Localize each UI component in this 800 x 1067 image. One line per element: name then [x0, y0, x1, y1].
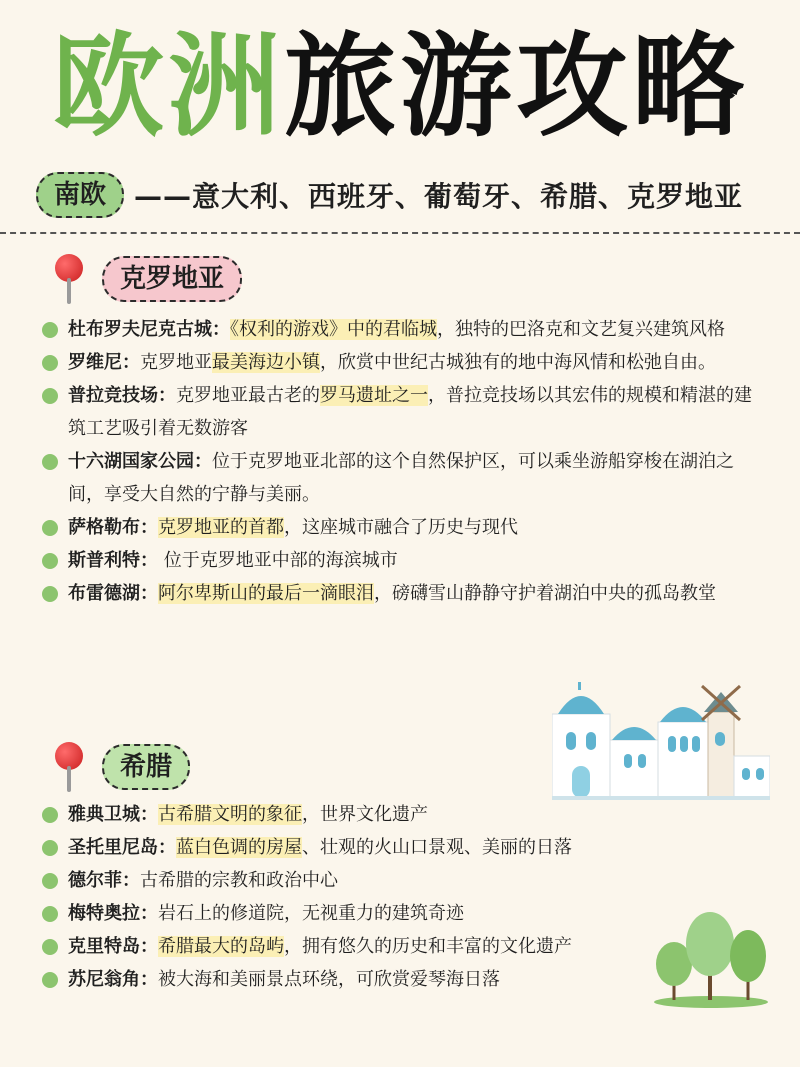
- list-item: [42, 544, 762, 577]
- item-highlight: 古希腊文明的象征: [158, 804, 302, 825]
- list-item: [42, 831, 762, 864]
- item-highlight: 蓝白色调的房屋: [176, 837, 302, 858]
- item-name: 苏尼翁角：: [68, 969, 158, 990]
- item-highlight: 阿尔卑斯山的最后一滴眼泪: [158, 583, 374, 604]
- section-heading-greece: [52, 742, 190, 792]
- item-name: 梅特奥拉：: [68, 903, 158, 924]
- bullet-icon: [42, 972, 58, 988]
- item-highlight: 罗马遗址之一: [320, 385, 428, 406]
- item-name: 十六湖国家公园：: [68, 451, 212, 472]
- bullet-icon: [42, 906, 58, 922]
- map-pin-icon: [52, 742, 86, 792]
- item-text: 岩石上的修道院，无视重力的建筑奇迹: [158, 903, 464, 924]
- list-item: [42, 346, 762, 379]
- trees-illustration: [652, 912, 770, 1008]
- item-name: 普拉竞技场：: [68, 385, 176, 406]
- item-highlight: 克罗地亚的首都: [158, 517, 284, 538]
- page-title: [0, 22, 800, 152]
- list-item: [42, 445, 762, 511]
- item-text-tail: ，拥有悠久的历史和丰富的文化遗产: [284, 936, 572, 957]
- item-text-tail: 、壮观的火山口景观、美丽的日落: [302, 837, 572, 858]
- section-title: 克罗地亚: [102, 256, 242, 302]
- list-item: [42, 511, 762, 544]
- item-text-tail: ，这座城市融合了历史与现代: [284, 517, 518, 538]
- item-highlight: 希腊最大的岛屿: [158, 936, 284, 957]
- bullet-icon: [42, 388, 58, 404]
- item-name: 雅典卫城：: [68, 804, 158, 825]
- map-pin-icon: [52, 254, 86, 304]
- item-name: 杜布罗夫尼克古城：: [68, 319, 230, 340]
- item-text-tail: ，磅礴雪山静静守护着湖泊中央的孤岛教堂: [374, 583, 716, 604]
- bullet-icon: [42, 873, 58, 889]
- section-heading-croatia: [52, 254, 242, 304]
- item-name: 圣托里尼岛：: [68, 837, 176, 858]
- region-description: ——意大利、西班牙、葡萄牙、希腊、克罗地亚: [134, 180, 744, 213]
- region-header: [36, 172, 743, 218]
- bullet-icon: [42, 807, 58, 823]
- region-badge: 南欧: [36, 172, 124, 218]
- item-text-tail: ，独特的巴洛克和文艺复兴建筑风格: [437, 319, 725, 340]
- item-name: 布雷德湖：: [68, 583, 158, 604]
- item-name: 罗维尼：: [68, 352, 140, 373]
- title-part-1: 欧洲: [52, 22, 284, 152]
- bullet-icon: [42, 939, 58, 955]
- item-text-tail: ，普拉竞技场以其宏伟的规模和精湛的建筑工艺吸引着无数游客: [68, 385, 752, 439]
- item-text-tail: ，世界文化遗产: [302, 804, 428, 825]
- title-part-2: 旅游攻略: [284, 22, 748, 152]
- item-text-tail: ，欣赏中世纪古城独有的地中海风情和松弛自由。: [320, 352, 716, 373]
- list-item: [42, 313, 762, 346]
- item-text: 被大海和美丽景点环绕，可欣赏爱琴海日落: [158, 969, 500, 990]
- item-highlight: 最美海边小镇: [212, 352, 320, 373]
- list-item: [42, 577, 762, 610]
- item-highlight: 《权利的游戏》中的君临城: [230, 319, 437, 340]
- bullet-icon: [42, 553, 58, 569]
- list-item: [42, 379, 762, 445]
- item-text: 位于克罗地亚中部的海滨城市: [158, 550, 398, 571]
- item-text: 位于克罗地亚北部的这个自然保护区，可以乘坐游船穿梭在湖泊之间，享受大自然的宁静与美丽。: [68, 451, 734, 505]
- section-title: 希腊: [102, 744, 190, 790]
- item-name: 萨格勒布：: [68, 517, 158, 538]
- bullet-icon: [42, 520, 58, 536]
- item-name: 德尔菲：: [68, 870, 140, 891]
- bullet-icon: [42, 586, 58, 602]
- item-text: 古希腊的宗教和政治中心: [140, 870, 338, 891]
- bullet-icon: [42, 454, 58, 470]
- bullet-icon: [42, 355, 58, 371]
- bullet-icon: [42, 840, 58, 856]
- church-illustration: [552, 676, 770, 804]
- item-text: 克罗地亚最古老的: [176, 385, 320, 406]
- list-item: [42, 798, 762, 831]
- item-name: 斯普利特：: [68, 550, 158, 571]
- item-text: 克罗地亚: [140, 352, 212, 373]
- dashed-divider: [0, 232, 800, 234]
- croatia-list: [42, 313, 762, 610]
- list-item: [42, 864, 762, 897]
- bullet-icon: [42, 322, 58, 338]
- item-name: 克里特岛：: [68, 936, 158, 957]
